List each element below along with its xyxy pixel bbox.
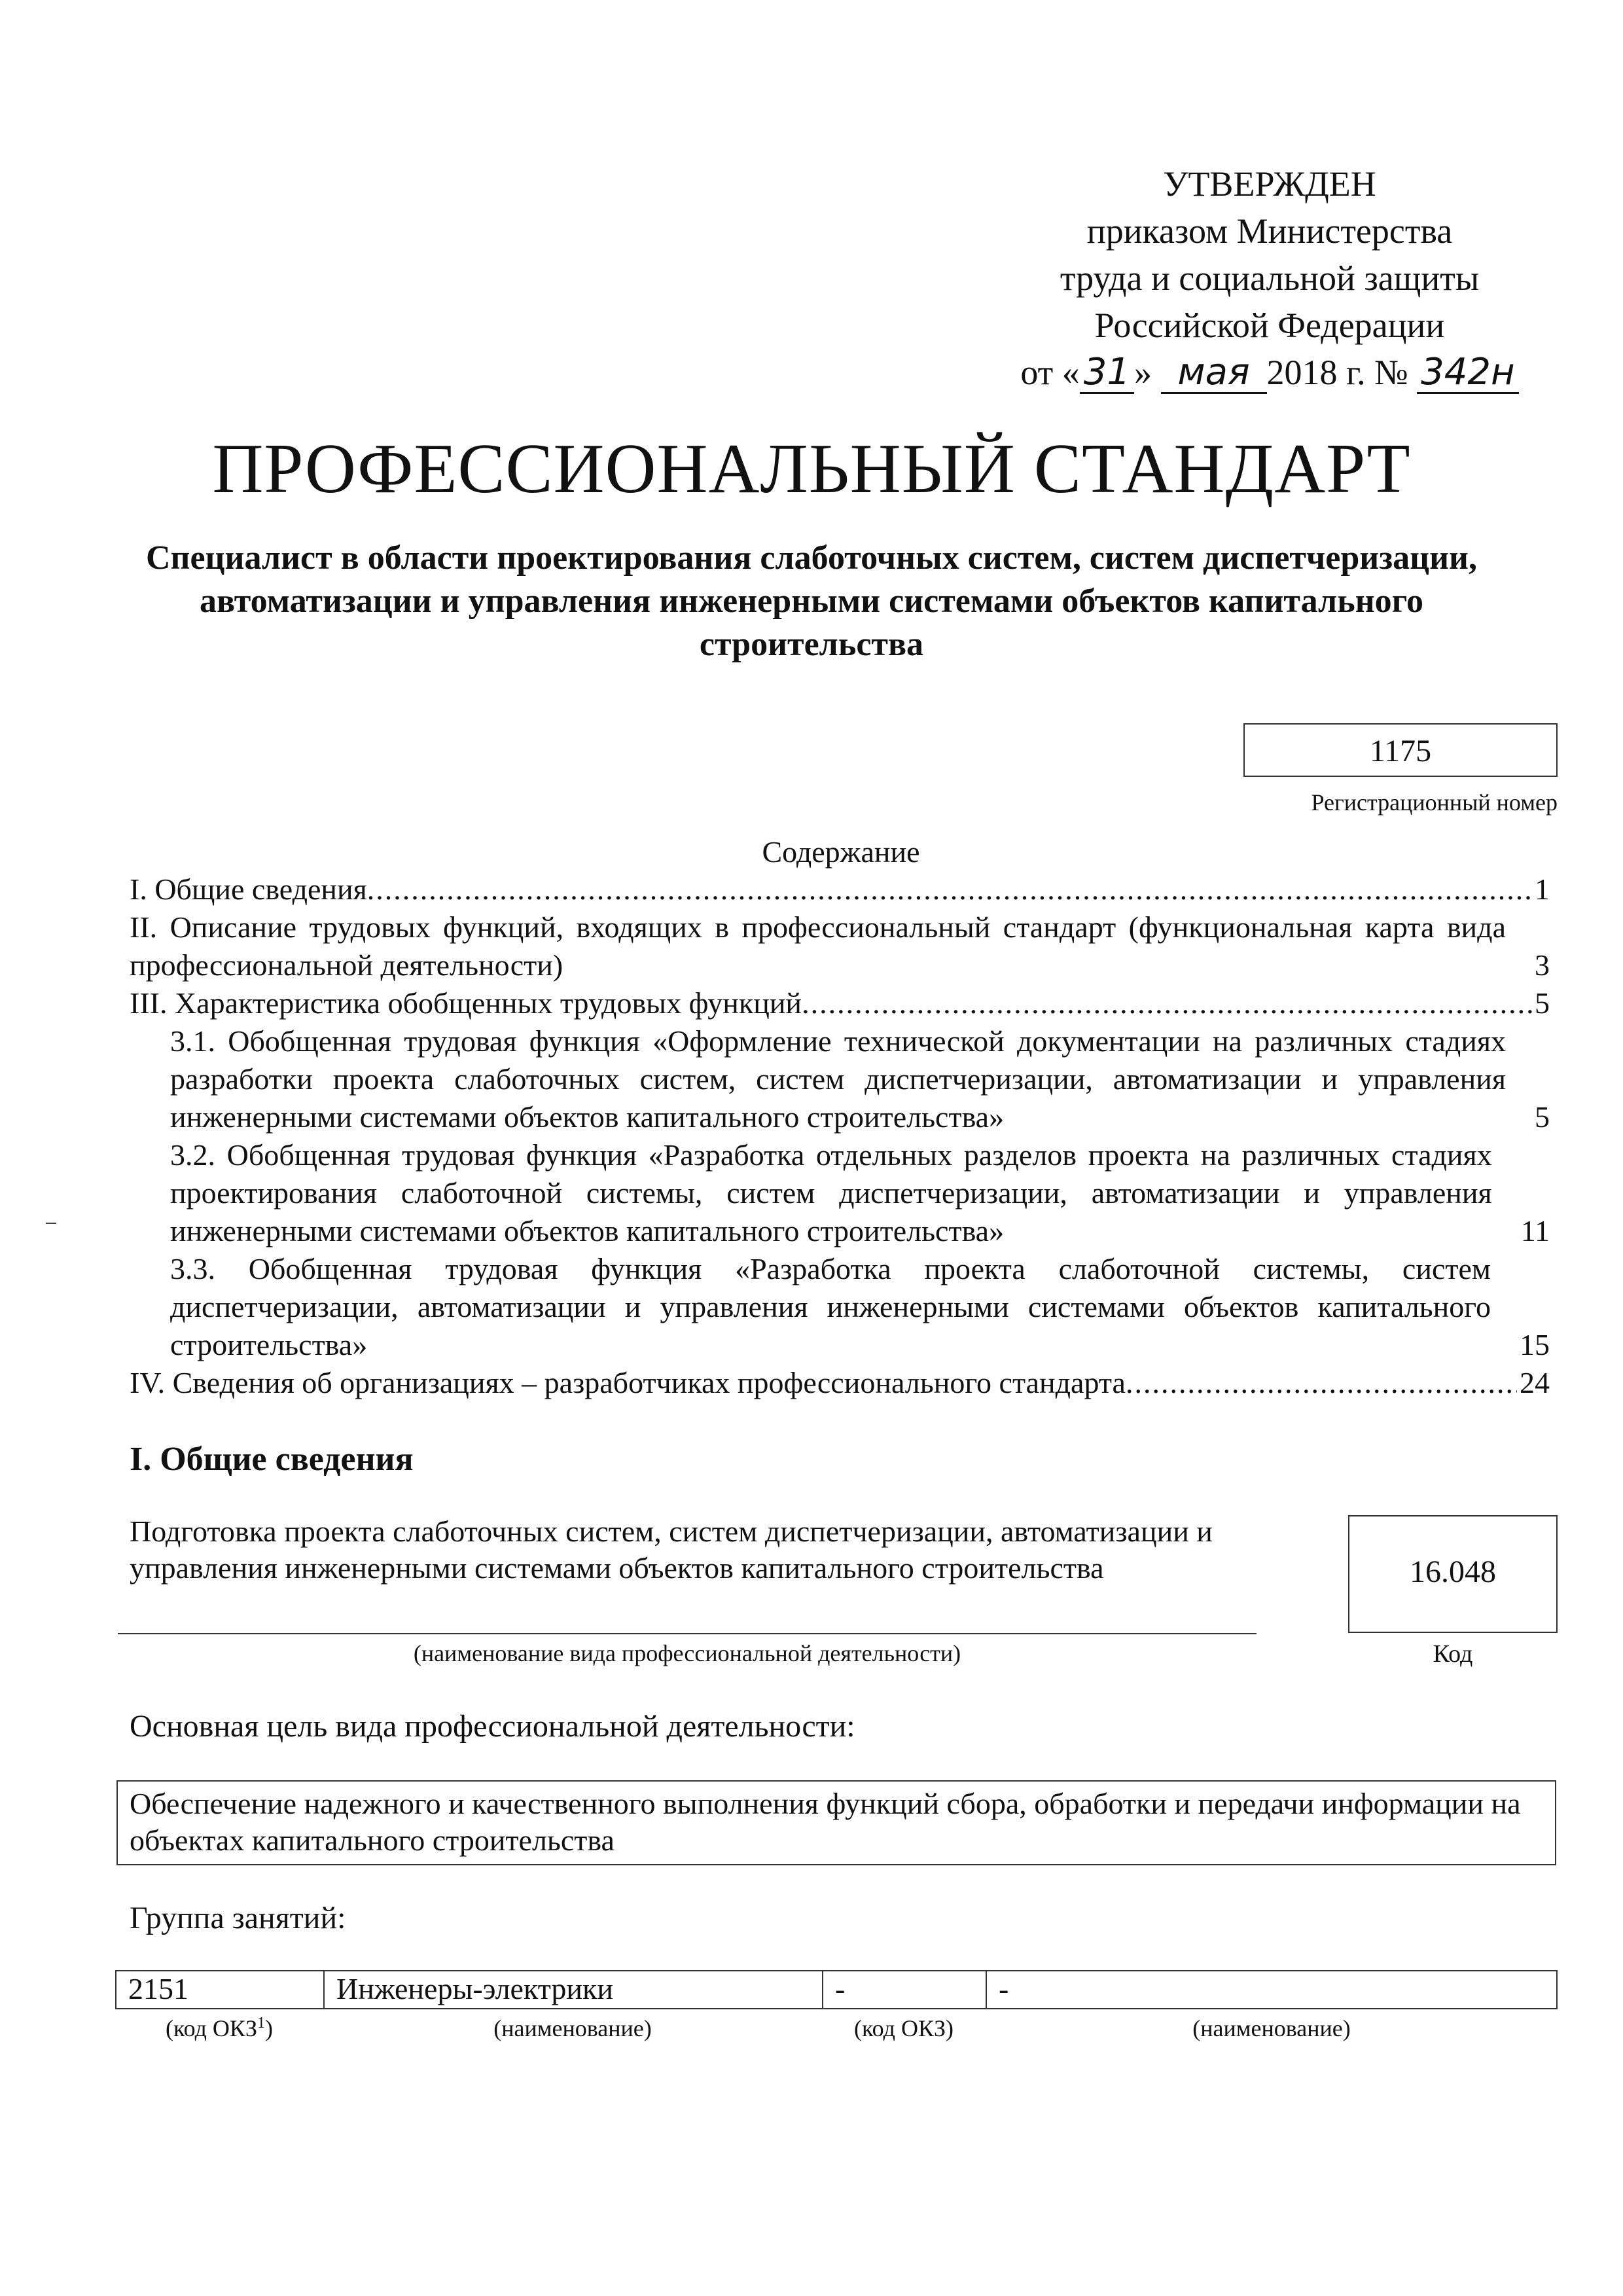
approval-date-line: [982, 349, 1558, 396]
toc-entry[interactable]: [130, 908, 1550, 984]
toc-leader: [1126, 1364, 1517, 1402]
handwritten-month: мая: [1161, 353, 1267, 394]
toc-leader: [802, 984, 1532, 1022]
toc-page-number: 1: [1535, 872, 1550, 906]
toc-entry-text: 3.3. Обобщенная трудовая функция «Разработка проекта слаботочной системы, систем диспетчеризации, автоматизации и управления инженерными системами объектов капитального строительства»: [170, 1252, 1491, 1361]
okz-name2-cell: -: [999, 1972, 1009, 2005]
approval-line: Российской Федерации: [1094, 306, 1445, 345]
registration-label: Регистрационный номер: [1311, 789, 1558, 816]
toc-entry-text: 3.1. Обобщенная трудовая функция «Оформление технической документации на различных стадиях разработки проекта слаботочных систем, систем диспетчеризации, автоматизации и управления инженерными системами объектов капитального строительства»: [170, 1024, 1506, 1134]
okz-code2-cell: -: [823, 1971, 987, 2008]
caption-okz-name2: (наименование): [1192, 2015, 1351, 2041]
okz-name-cell: Инженеры-электрики: [325, 1971, 823, 2008]
toc-entry[interactable]: [130, 1250, 1550, 1364]
toc-page-number: 5: [1535, 986, 1550, 1020]
footnote-ref: 1: [257, 2015, 265, 2032]
approval-block: [982, 160, 1558, 396]
margin-mark: [46, 1223, 56, 1224]
caption-okz-code2: (код ОКЗ): [854, 2015, 954, 2041]
section-heading: I. Общие сведения: [130, 1441, 414, 1478]
group-captions: [115, 2015, 1558, 2047]
toc-entry-text: I. Общие сведения: [130, 872, 367, 906]
toc-leader: [367, 870, 1532, 908]
activity-name: Подготовка проекта слаботочных систем, систем диспетчеризации, автоматизации и управления инженерными системами объектов капитального строительства: [130, 1515, 1213, 1585]
year-text: 2018 г. №: [1266, 353, 1408, 392]
approval-line: труда и социальной защиты: [1060, 259, 1480, 298]
page-title: ПРОФЕССИОНАЛЬНЫЙ СТАНДАРТ: [212, 430, 1411, 508]
toc-entry[interactable]: [130, 1364, 1550, 1402]
toc-entry[interactable]: [130, 984, 1550, 1022]
group-label: Группа занятий:: [130, 1901, 346, 1935]
date-prefix: от «: [1020, 353, 1080, 392]
activity-code-box: 16.048: [1348, 1515, 1558, 1633]
date-mid: »: [1134, 353, 1152, 392]
toc-heading: Содержание: [762, 835, 920, 869]
goal-box: Обеспечение надежного и качественного выполнения функций сбора, обработки и передачи информации на объектах капитального строительства: [116, 1780, 1556, 1865]
toc-page-number: 24: [1520, 1366, 1550, 1399]
caption-close: ): [264, 2015, 273, 2041]
toc-entry[interactable]: [130, 870, 1550, 908]
table-of-contents: [130, 870, 1550, 1402]
toc-page-number: 5: [1535, 1100, 1550, 1134]
toc-entry-text: 3.2. Обобщенная трудовая функция «Разработка отдельных разделов проекта на различных стадиях проектирования слаботочной системы, систем диспетчеризации, автоматизации и управления инженерными системами объектов капитального строительства»: [170, 1138, 1492, 1247]
handwritten-day: 31: [1080, 353, 1134, 394]
toc-entry-text: II. Описание трудовых функций, входящих в профессиональный стандарт (функциональная карта вида профессиональной деятельности): [130, 910, 1506, 982]
caption-okz-name: (наименование): [493, 2015, 652, 2041]
occupation-group-table: [115, 1970, 1558, 2009]
registration-number-box: 1175: [1243, 723, 1558, 777]
toc-page-number: 11: [1520, 1214, 1550, 1247]
activity-caption: (наименование вида профессиональной деятельности): [413, 1640, 961, 1666]
handwritten-order-number: 342н: [1417, 353, 1519, 394]
caption-okz-code: [115, 2015, 323, 2042]
toc-entry[interactable]: [130, 1022, 1550, 1136]
standard-subtitle: Специалист в области проектирования слаботочных систем, систем диспетчеризации, автоматизации и управления инженерными системами объектов капитального строительства: [145, 539, 1478, 663]
toc-entry-text: IV. Сведения об организациях – разработчиках профессионального стандарта: [130, 1366, 1126, 1399]
code-caption: Код: [1433, 1640, 1473, 1668]
activity-underline: [118, 1633, 1257, 1634]
approval-line: приказом Министерства: [1086, 211, 1453, 251]
toc-entry-text: III. Характеристика обобщенных трудовых функций: [130, 986, 802, 1020]
approval-title: УТВЕРЖДЕН: [1163, 164, 1376, 204]
caption-okz-code-text: (код ОКЗ: [166, 2015, 257, 2041]
toc-page-number: 15: [1520, 1328, 1550, 1361]
toc-page-number: 3: [1535, 948, 1550, 982]
okz-code-cell: 2151: [116, 1971, 325, 2008]
goal-label: Основная цель вида профессиональной деятельности:: [130, 1709, 855, 1744]
toc-entry[interactable]: [130, 1136, 1550, 1250]
